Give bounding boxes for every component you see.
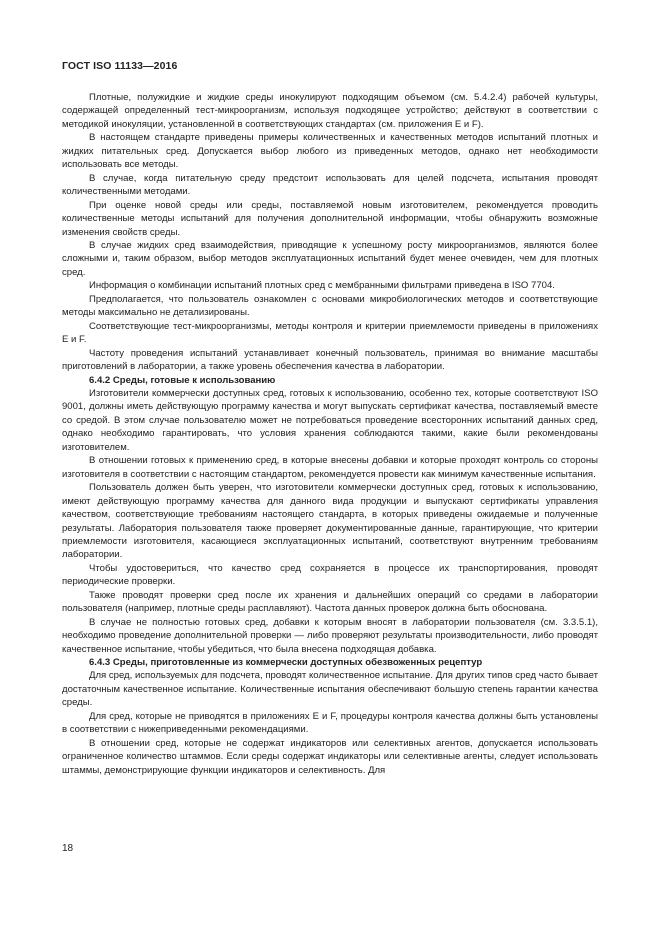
section-heading-6-4-3: 6.4.3 Среды, приготовленные из коммерчески доступных обезвоженных рецептур: [89, 657, 483, 669]
paragraph: Чтобы удостовериться, что качество сред сохраняется в процессе их транспортирования, проводят периодические проверки.: [62, 562, 598, 588]
paragraph: Для сред, используемых для подсчета, проводят количественное испытание. Для других типов сред часто бывает достаточным качественное испытание. Количественные испытания обеспечивают большую степень гарантии качества среды.: [62, 670, 598, 709]
paragraph: В отношении готовых к применению сред, в которые внесены добавки и которые проходят контроль со стороны изготовителя в соответствии с настоящим стандартом, рекомендуется провести как минимум качественные испытания.: [62, 455, 598, 480]
paragraph: В случае не полностью готовых сред, добавки к которым вносят в лаборатории пользователя (см. 3.3.5.1), необходимо проведение дополнительной проверки — либо проверяют результаты производительности, либо проводят качественное испытание, чтобы убедиться, что была внесена подходящая добавка.: [62, 616, 598, 655]
page-number: 18: [62, 843, 74, 854]
paragraph: Пользователь должен быть уверен, что изготовители коммерчески доступных сред, готовых к использованию, имеют действующую программу качества для данного вида продукции и выпускают сертификаты управления качеством, соответствующие требованиям настоящего стандарта, в которых приведены ожидаемые и полученные результаты. Лаборатория пользователя также проверяет документированные данные, гарантирующие, что критерии приемлемости изготовителя, касающиеся эксплуатационных испытаний, соответствуют внутренним требованиям лаборатории.: [62, 482, 598, 561]
paragraph: В случае жидких сред взаимодействия, приводящие к успешному росту микроорганизмов, являются более сложными и, таким образом, выбор методов эксплуатационных испытаний будет менее очевиден, чем для плотных сред.: [62, 239, 598, 278]
document-header: ГОСТ ISO 11133—2016: [62, 60, 178, 72]
paragraph: В случае, когда питательную среду предстоит использовать для целей подсчета, испытания проводят количественными методами.: [62, 172, 598, 198]
paragraph: Плотные, полужидкие и жидкие среды инокулируют подходящим объемом (см. 5.4.2.4) рабочей культуры, содержащей определенный тест-микроорганизм, используя подходящее устройство; действуют в соответствии с методикой инокуляции, установленной в соответствующих стандартах (см. приложения Е и F).: [62, 92, 598, 130]
paragraph: Предполагается, что пользователь ознакомлен с основами микробиологических методов и соответствующие методы максимально не детализированы.: [62, 293, 598, 319]
paragraph: Частоту проведения испытаний устанавливает конечный пользователь, принимая во внимание масштабы приготовлений в лаборатории, а также уровень обеспечения качества в лаборатории.: [62, 347, 598, 373]
paragraph: Информация о комбинации испытаний плотных сред с мембранными фильтрами приведена в ISO 7704.: [89, 280, 555, 292]
section-heading-6-4-2: 6.4.2 Среды, готовые к использованию: [89, 374, 276, 386]
document-body: [62, 91, 598, 777]
paragraph: При оценке новой среды или среды, поставляемой новым изготовителем, рекомендуется проводить количественные методы испытаний для получения дополнительной информации, чтобы обнаружить возможные изменения свойств среды.: [62, 199, 598, 238]
paragraph: Для сред, которые не приводятся в приложениях Е и F, процедуры контроля качества должны быть установлены в соответствии с нижеприведенными рекомендациями.: [62, 710, 598, 736]
paragraph: В настоящем стандарте приведены примеры количественных и качественных методов испытаний плотных и жидких питательных сред. Допускается выбор любого из приведенных методов, однако нет необходимости использовать все методы.: [62, 132, 598, 171]
paragraph: Также проводят проверки сред после их хранения и дальнейших операций со средами в лаборатории пользователя (например, плотные среды расплавляют). Частота данных проверок должна быть обоснована.: [62, 589, 598, 615]
paragraph: Изготовители коммерчески доступных сред, готовых к использованию, особенно тех, которые соответствуют ISO 9001, должны иметь действующую программу качества и могут выпускать сертификат качества, поставляемый вместе со средой. В этом случае пользователю может не потребоваться проведение всесторонних испытаний данных сред, однако необходимо гарантировать, что условия хранения соблюдаются такими, какие были рекомендованы изготовителем.: [62, 387, 598, 453]
paragraph: Соответствующие тест-микроорганизмы, методы контроля и критерии приемлемости приведены в приложениях Е и F.: [62, 320, 598, 346]
paragraph: В отношении сред, которые не содержат индикаторов или селективных агентов, допускается использовать ограниченное количество штаммов. Если среды содержат индикаторы или селективные агенты, следует использовать штаммы, демонстрирующие функции индикаторов и селективность. Для: [62, 737, 598, 776]
